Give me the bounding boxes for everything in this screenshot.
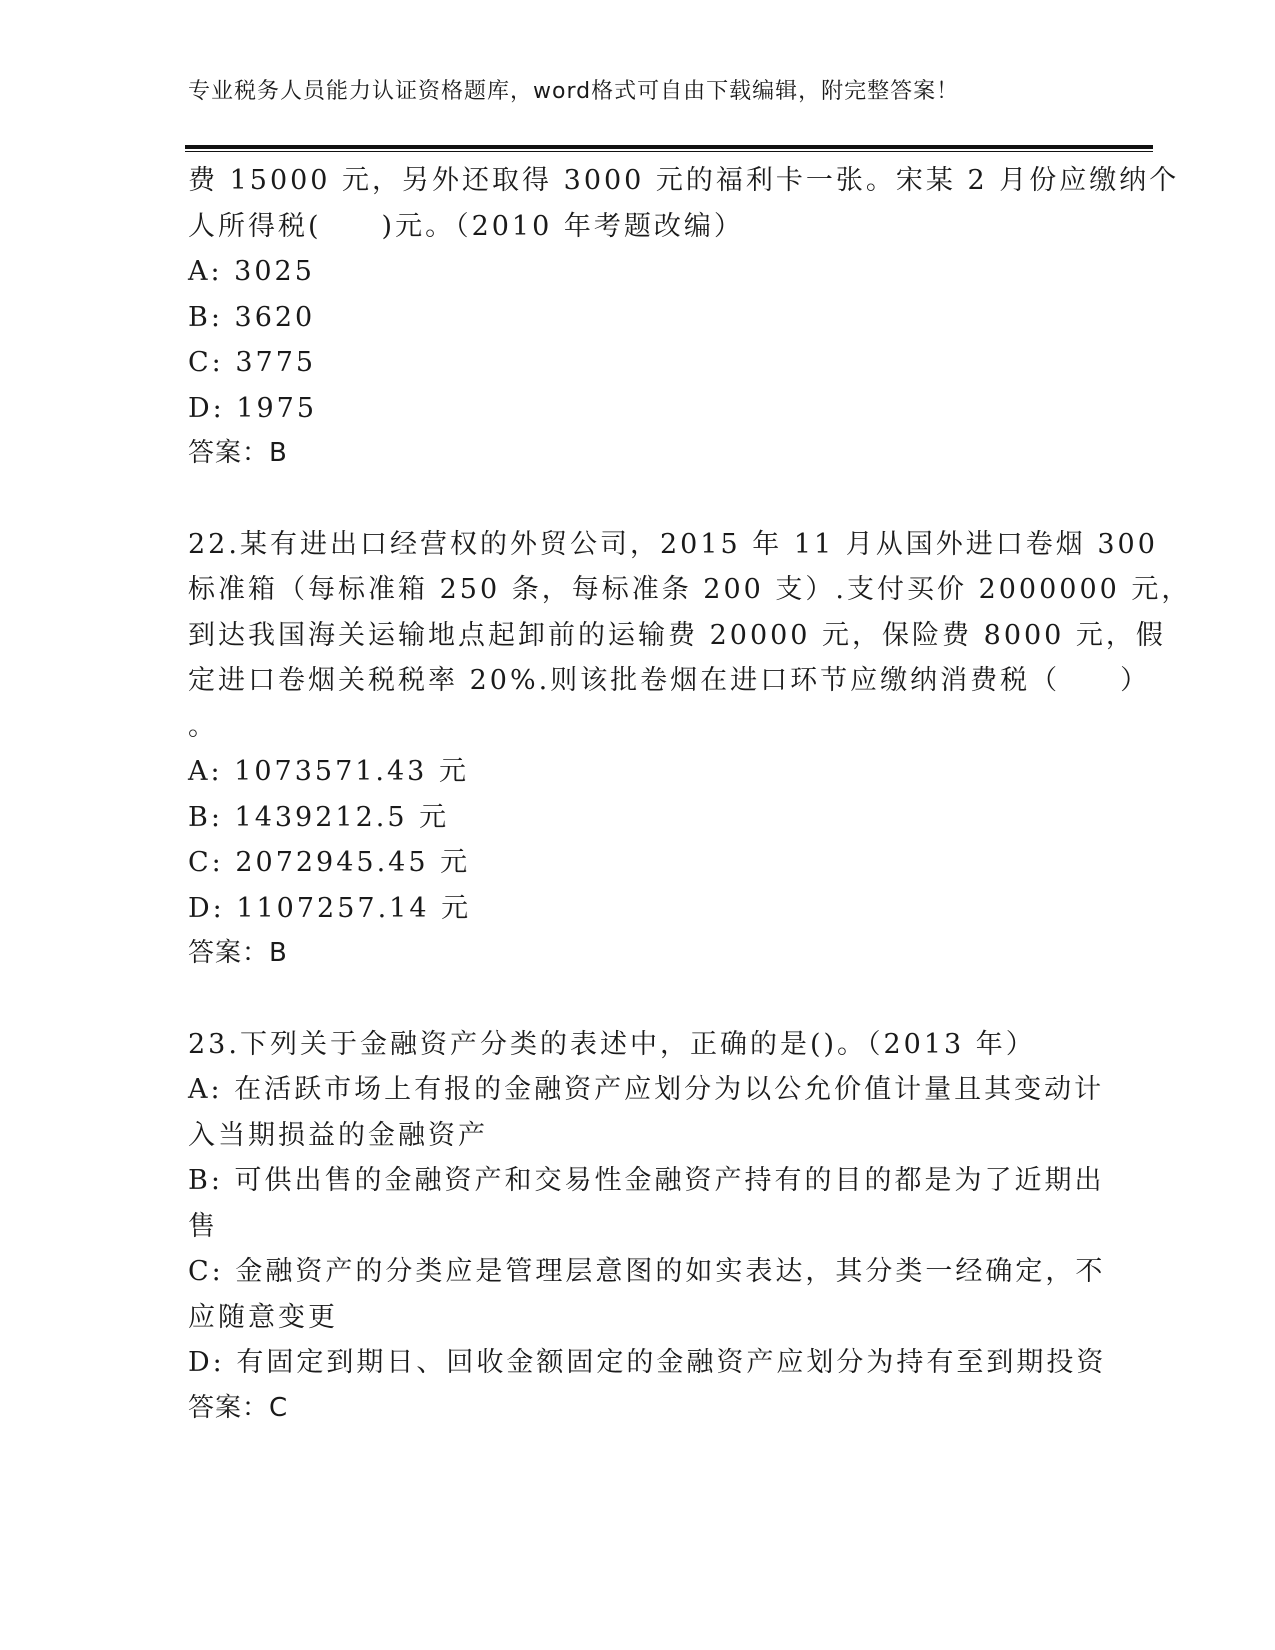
question-stem-line: 到达我国海关运输地点起卸前的运输费 20000 元，保险费 8000 元，假: [188, 619, 1166, 651]
header-rule-thick: [185, 145, 1153, 149]
question-stem-line: 定进口卷烟关税税率 20%.则该批卷烟在进口环节应缴纳消费税（ ）: [188, 665, 1151, 696]
question-21: [188, 158, 1180, 477]
option-c: C: 2072945.45 元: [188, 847, 471, 878]
option-b: B: 1439212.5 元: [188, 801, 450, 833]
option-a: A: 1073571.43 元: [188, 756, 469, 787]
option-c: C: 3775: [188, 347, 317, 378]
option-a-continued: 入当期损益的金融资产: [188, 1119, 488, 1151]
spacer: [188, 477, 1088, 522]
option-c: C: 金融资产的分类应是管理层意图的如实表达，其分类一经确定，不: [188, 1256, 1106, 1287]
option-a: A: 3025: [188, 256, 315, 287]
question-stem-line: 费 15000 元，另外还取得 3000 元的福利卡一张。宋某 2 月份应缴纳个: [188, 165, 1180, 196]
question-stem-line: 人所得税( )元。（2010 年考题改编）: [188, 210, 744, 242]
spacer: [188, 977, 1088, 1022]
question-22: [188, 522, 1192, 977]
page-header: 专业税务人员能力认证资格题库，word格式可自由下载编辑，附完整答案！: [188, 79, 960, 104]
option-d: D: 1107257.14 元: [188, 892, 472, 924]
document-body: [188, 158, 1192, 1431]
option-d: D: 有固定到期日、回收金额固定的金融资产应划分为持有至到期投资: [188, 1347, 1107, 1378]
option-a: A: 在活跃市场上有报的金融资产应划分为以公允价值计量且其变动计: [188, 1074, 1105, 1105]
answer-line: 答案：B: [188, 438, 288, 468]
option-d: D: 1975: [188, 392, 318, 424]
answer-line: 答案：B: [188, 938, 288, 968]
question-stem-line: 23.下列关于金融资产分类的表述中，正确的是()。（2013 年）: [188, 1028, 1036, 1060]
question-23: [188, 1022, 1107, 1432]
answer-line: 答案：C: [188, 1392, 289, 1423]
header-rule-thin: [185, 151, 1153, 152]
option-b: B: 3620: [188, 301, 316, 333]
question-stem-line: 22.某有进出口经营权的外贸公司，2015 年 11 月从国外进口卷烟 300: [188, 528, 1158, 560]
option-c-continued: 应随意变更: [188, 1301, 338, 1333]
question-stem-line: 标准箱（每标准箱 250 条，每标准条 200 支）.支付买价 2000000 元，: [188, 574, 1192, 605]
option-b: B: 可供出售的金融资产和交易性金融资产持有的目的都是为了近期出: [188, 1165, 1105, 1196]
question-stem-line: 。: [188, 710, 218, 742]
option-b-continued: 售: [188, 1210, 218, 1242]
